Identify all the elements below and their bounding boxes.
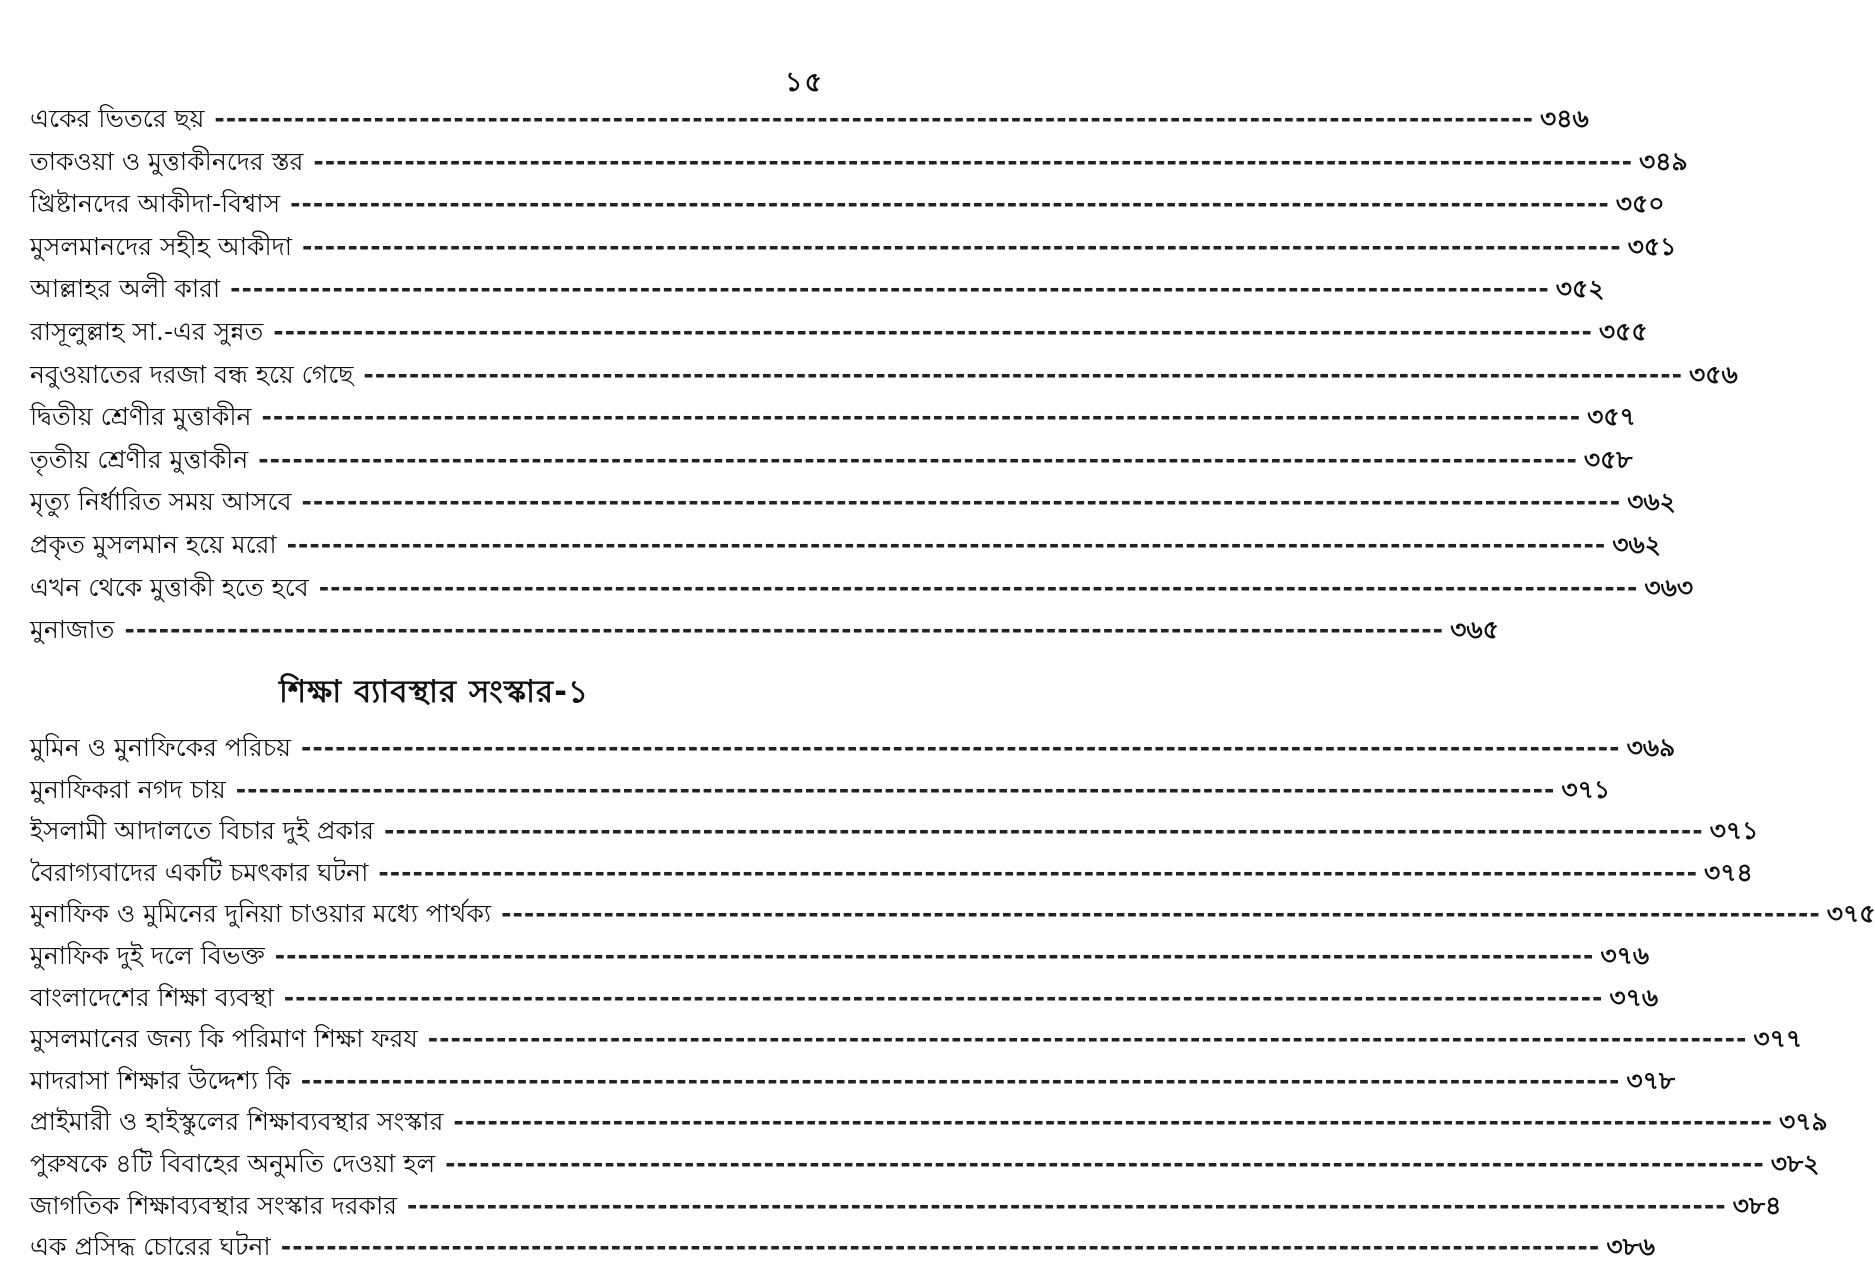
entry-title: পুরুষকে ৪টি বিবাহের অনুমতি দেওয়া হল [30, 1148, 436, 1178]
entry-title: দ্বিতীয় শ্রেণীর মুত্তাকীন [30, 402, 252, 432]
dot-leader: -------------------------------------------------------------------------------------------------------------------- [258, 444, 1578, 474]
dot-leader: -------------------------------------------------------------------------------------------------------------------- [273, 316, 1593, 346]
toc-entry[interactable] [30, 1143, 1820, 1185]
entry-page-number: ৩৮৪ [1732, 1190, 1782, 1220]
entry-title: মাদরাসা শিক্ষার উদ্দেশ্য কি [30, 1065, 291, 1095]
entry-page-number: ৩৪৯ [1638, 146, 1688, 176]
entry-page-number: ৩৭৯ [1778, 1107, 1828, 1137]
entry-page-number: ৩৭১ [1709, 816, 1759, 846]
entry-title: মুনাফিকরা নগদ চায় [30, 774, 226, 804]
toc-list-section-1 [30, 98, 1738, 652]
toc-entry[interactable] [30, 183, 1665, 226]
entry-page-number: ৩৫৭ [1587, 402, 1636, 432]
entry-page-number: ৩৬২ [1612, 529, 1662, 559]
toc-entry[interactable] [30, 852, 1753, 894]
toc-entry[interactable] [30, 311, 1648, 354]
dot-leader: -------------------------------------------------------------------------------------------------------------------- [501, 899, 1821, 929]
dot-leader: -------------------------------------------------------------------------------------------------------------------- [378, 857, 1698, 887]
dot-leader: -------------------------------------------------------------------------------------------------------------------- [300, 1065, 1621, 1095]
page-number: ১৫ [784, 67, 824, 98]
entry-title: তাকওয়া ও মুত্তাকীনদের স্তর [30, 146, 304, 176]
entry-title: মুনাফিক দুই দলে বিভক্ত [30, 940, 265, 970]
entry-page-number: ৩৭৭ [1753, 1024, 1803, 1054]
entry-title: খ্রিষ্টানদের আকীদা-বিশ্বাস [30, 189, 281, 219]
toc-entry[interactable] [30, 935, 1650, 977]
entry-page-number: ৩৮৬ [1606, 1232, 1656, 1262]
entry-title: মুনাজাত [30, 615, 115, 645]
dot-leader: -------------------------------------------------------------------------------------------------------------------- [445, 1148, 1765, 1178]
entry-page-number: ৩৬৯ [1626, 733, 1676, 762]
entry-title: এখন থেকে মুত্তাকী হতে হবে [30, 572, 309, 602]
dot-leader: -------------------------------------------------------------------------------------------------------------------- [300, 733, 1621, 762]
entry-title: জাগতিক শিক্ষাব্যবস্থার সংস্কার দরকার [30, 1190, 397, 1220]
dot-leader: -------------------------------------------------------------------------------------------------------------------- [274, 940, 1595, 970]
toc-entry[interactable] [30, 1101, 1828, 1143]
toc-entry[interactable] [30, 396, 1636, 439]
toc-entry[interactable] [30, 1018, 1803, 1060]
toc-entry[interactable] [30, 769, 1611, 811]
dot-leader: -------------------------------------------------------------------------------------------------------------------- [214, 104, 1535, 133]
toc-entry[interactable] [30, 98, 1589, 141]
toc-entry[interactable] [30, 524, 1662, 567]
dot-leader: -------------------------------------------------------------------------------------------------------------------- [302, 231, 1622, 261]
entry-title: বাংলাদেশের শিক্ষা ব্যবস্থা [30, 982, 274, 1012]
toc-entry[interactable] [30, 893, 1875, 935]
entry-title: নবুওয়াতের দরজা বন্ধ হয়ে গেছে [30, 359, 354, 389]
entry-page-number: ৩৭১ [1561, 774, 1611, 804]
toc-entry[interactable] [30, 567, 1694, 610]
entry-title: প্রকৃত মুসলমান হয়ে মরো [30, 529, 277, 559]
entry-title: মৃত্যু নির্ধারিত সময় আসবে [30, 487, 292, 517]
entry-page-number: ৩৪৬ [1540, 104, 1589, 133]
toc-entry[interactable] [30, 810, 1759, 852]
entry-page-number: ৩৭৬ [1609, 982, 1659, 1012]
dot-leader: -------------------------------------------------------------------------------------------------------------------- [453, 1107, 1773, 1137]
dot-leader: -------------------------------------------------------------------------------------------------------------------- [290, 189, 1610, 219]
entry-title: রাসূলুল্লাহ সা.-এর সুন্নত [30, 316, 264, 346]
toc-entry[interactable] [30, 481, 1676, 524]
toc-list-section-2 [30, 727, 1875, 1268]
dot-leader: -------------------------------------------------------------------------------------------------------------------- [124, 615, 1445, 645]
entry-page-number: ৩৫২ [1555, 274, 1605, 304]
dot-leader: -------------------------------------------------------------------------------------------------------------------- [406, 1190, 1727, 1220]
entry-title: মুসলমানদের সহীহ আকীদা [30, 231, 293, 261]
toc-entry[interactable] [30, 1185, 1782, 1227]
toc-entry[interactable] [30, 141, 1688, 184]
entry-page-number: ৩৬৩ [1644, 572, 1694, 602]
entry-page-number: ৩৭৮ [1626, 1065, 1676, 1095]
dot-leader: -------------------------------------------------------------------------------------------------------------------- [283, 982, 1604, 1012]
entry-page-number: ৩৫৫ [1598, 316, 1648, 346]
toc-entry[interactable] [30, 354, 1738, 397]
entry-title: মুমিন ও মুনাফিকের পরিচয় [30, 733, 291, 762]
toc-entry[interactable] [30, 439, 1633, 482]
entry-page-number: ৩৭৬ [1600, 940, 1650, 970]
entry-page-number: ৩৫৬ [1689, 359, 1738, 389]
entry-title: এক প্রসিদ্ধ চোরের ঘটনা [30, 1232, 271, 1262]
entry-title: আল্লাহর অলী কারা [30, 274, 221, 304]
entry-title: প্রাইমারী ও হাইস্কুলের শিক্ষাব্যবস্থার সংস্কার [30, 1107, 444, 1137]
toc-entry[interactable] [30, 1226, 1656, 1268]
entry-title: মুসলমানের জন্য কি পরিমাণ শিক্ষা ফরয [30, 1024, 418, 1054]
entry-page-number: ৩৭৪ [1703, 857, 1753, 887]
dot-leader: -------------------------------------------------------------------------------------------------------------------- [384, 816, 1704, 846]
entry-page-number: ৩৫৮ [1583, 444, 1633, 474]
dot-leader: -------------------------------------------------------------------------------------------------------------------- [318, 572, 1639, 602]
entry-page-number: ৩৫০ [1615, 189, 1665, 219]
toc-entry[interactable] [30, 226, 1677, 269]
dot-leader: -------------------------------------------------------------------------------------------------------------------- [280, 1232, 1601, 1262]
entry-title: একের ভিতরে ছয় [30, 104, 205, 133]
dot-leader: -------------------------------------------------------------------------------------------------------------------- [427, 1024, 1748, 1054]
toc-entry[interactable] [30, 268, 1605, 311]
dot-leader: -------------------------------------------------------------------------------------------------------------------- [363, 359, 1684, 389]
dot-leader: -------------------------------------------------------------------------------------------------------------------- [235, 774, 1556, 804]
toc-entry[interactable] [30, 1060, 1676, 1102]
toc-entry[interactable] [30, 977, 1659, 1019]
toc-entry[interactable] [30, 609, 1499, 652]
entry-page-number: ৩৬৫ [1450, 615, 1499, 645]
dot-leader: -------------------------------------------------------------------------------------------------------------------- [301, 487, 1622, 517]
entry-title: তৃতীয় শ্রেণীর মুত্তাকীন [30, 444, 249, 474]
dot-leader: -------------------------------------------------------------------------------------------------------------------- [261, 402, 1582, 432]
entry-page-number: ৩৮২ [1770, 1148, 1820, 1178]
entry-page-number: ৩৭৫ [1826, 899, 1875, 929]
entry-title: ইসলামী আদালতে বিচার দুই প্রকার [30, 816, 375, 846]
toc-entry[interactable] [30, 727, 1676, 769]
entry-page-number: ৩৫১ [1627, 231, 1677, 261]
entry-page-number: ৩৬২ [1627, 487, 1676, 517]
dot-leader: -------------------------------------------------------------------------------------------------------------------- [313, 146, 1633, 176]
dot-leader: -------------------------------------------------------------------------------------------------------------------- [230, 274, 1550, 304]
entry-title: বৈরাগ্যবাদের একটি চমৎকার ঘটনা [30, 857, 369, 887]
entry-title: মুনাফিক ও মুমিনের দুনিয়া চাওয়ার মধ্যে পার্থক্য [30, 899, 492, 929]
dot-leader: -------------------------------------------------------------------------------------------------------------------- [286, 529, 1607, 559]
section-heading: শিক্ষা ব্যাবস্থার সংস্কার-১ [278, 674, 590, 710]
